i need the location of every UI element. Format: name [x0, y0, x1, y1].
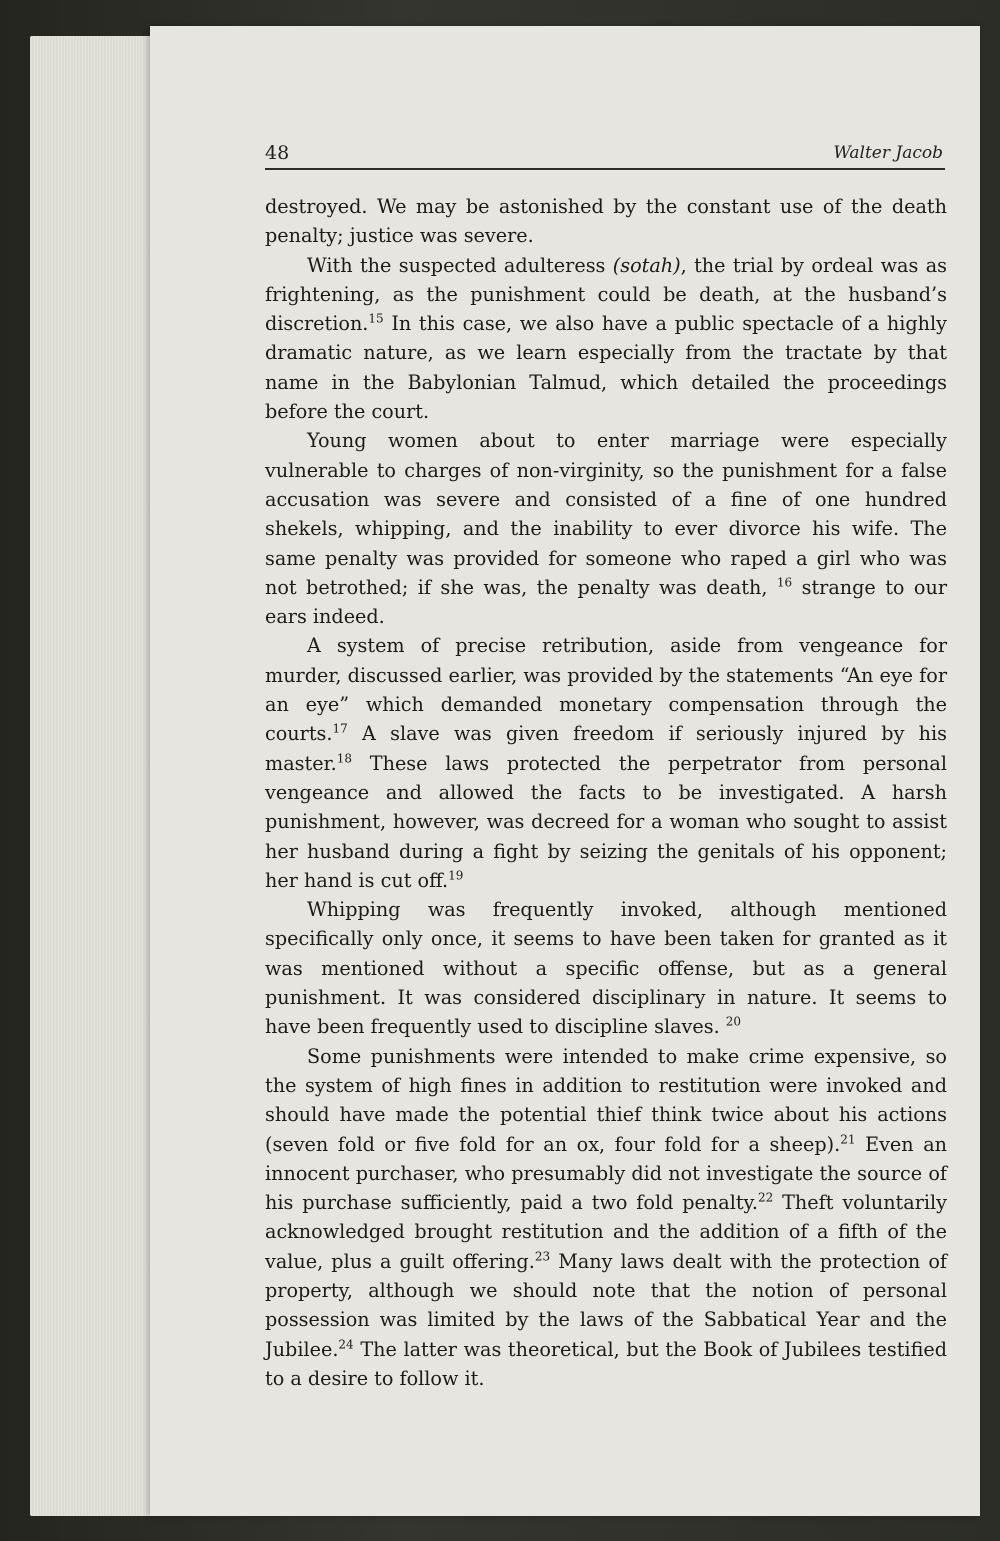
paragraph: [265, 631, 947, 895]
page-header: [265, 138, 945, 170]
page-number: 48: [265, 142, 290, 164]
footnote-reference: 17: [332, 721, 348, 736]
text-run: The latter was theoretical, but the Book of Jubilees testified to a desire to follow it.: [265, 1337, 947, 1390]
text-run: , the trial by ordeal was as frightening, as the punishment could be death, at the husband’s discretion.: [265, 253, 947, 336]
footnote-reference: 21: [840, 1132, 856, 1147]
text-run: Young women about to enter marriage were especially vulnerable to charges of non-virginity, so the punishment for a false accusation was severe and consisted of a fine of one hundred shekels, whipping, and the inability to ever divorce his wife. The same penalty was provided for someone who raped a girl who was not betrothed; if she was, the penalty was death,: [265, 429, 947, 599]
text-run: Whipping was frequently invoked, although mentioned specifically only once, it seems to have been taken for granted as it was mentioned without a specific offense, but as a general punishment. It was considered disciplinary in nature. It seems to have been frequently used to discipline slaves.: [265, 898, 947, 1039]
text-run: strange to our ears indeed.: [265, 575, 947, 629]
text-run: A slave was given freedom if seriously injured by his master.: [265, 722, 947, 775]
paragraph: [265, 1042, 947, 1394]
text-run: Some punishments were intended to make crime expensive, so the system of high fines in addition to restitution were invoked and should have made the potential thief think twice about his actions (seven fold or five fold for an ox, four fold for a sheep).: [265, 1044, 947, 1156]
footnote-reference: 19: [448, 868, 464, 883]
footnote-reference: 23: [534, 1249, 551, 1264]
italic-term: (sotah): [612, 253, 681, 277]
text-run: Even an innocent purchaser, who presumably did not investigate the source of his purchase sufficiently, paid a two fold penalty.: [265, 1132, 947, 1215]
text-run: Many laws dealt with the protection of property, although we should note that the notion of personal possession was limited by the laws of the Sabbatical Year and the Jubilee.: [265, 1249, 947, 1361]
footnote-reference: 24: [338, 1337, 354, 1352]
paragraph: [265, 895, 947, 1041]
footnote-reference: 18: [336, 751, 352, 766]
text-run: In this case, we also have a public spectacle of a highly dramatic nature, as we learn especially from the tractate by that name in the Babylonian Talmud, which detailed the proceedings before the court.: [265, 312, 947, 424]
footnote-reference: 22: [757, 1190, 774, 1205]
body-text: [265, 192, 947, 1393]
text-run: A system of precise retribution, aside from vengeance for murder, discussed earlier, was provided by the statements “An eye for an eye” which demanded monetary compensation through the courts.: [265, 634, 947, 746]
paragraph: [265, 192, 947, 251]
footnote-reference: 16: [776, 575, 793, 590]
text-run: With the suspected adulteress: [307, 253, 613, 277]
text-run: Theft voluntarily acknowledged brought restitution and the addition of a fifth of the value, plus a guilt offering.: [265, 1191, 947, 1273]
text-run: These laws protected the perpetrator from personal vengeance and allowed the facts to be investigated. A harsh punishment, however, was decreed for a woman who sought to assist her husband during a fight by seizing the genitals of his opponent; her hand is cut off.: [265, 751, 947, 892]
footnote-reference: 20: [725, 1014, 742, 1029]
text-run: destroyed. We may be astonished by the constant use of the death penalty; justice was severe.: [265, 195, 947, 248]
footnote-reference: 15: [368, 311, 384, 326]
running-head-author: Walter Jacob: [833, 143, 943, 163]
paragraph: [265, 426, 947, 631]
paragraph: [265, 251, 947, 427]
